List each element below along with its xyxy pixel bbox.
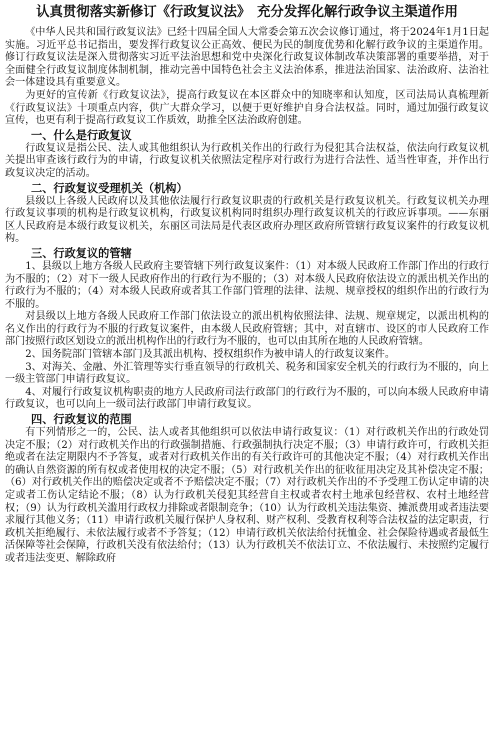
intro-paragraph-2: 为更好的宣传新《行政复议法》，提高行政复议在本区群众中的知晓率和认知度，区司法局认真梳理新《行政复议法》十项重点内容，供广大群众学习，以便于更好维护自身合法权益。同时，通过加强行政复议宣传，也更有利于提高行政复议工作质效，助推全区法治政府创建。 [5, 89, 489, 127]
intro-paragraph-1: 《中华人民共和国行政复议法》已经十四届全国人大常委会第五次会议修订通过，将于2024年1月1日起实施。习近平总书记指出，要发挥行政复议公正高效、便民为民的制度优势和化解行政争议的主渠道作用。修订行政复议法是深入贯彻落实习近平法治思想和党中央深化行政复议体制改革决策部署的重要举措，对于全面健全行政复议制度体制机制，推动完善中国特色社会主义法治体系，推进法治国家、法治政府、法治社会一体建设具有重要意义。 [5, 27, 489, 89]
section-3-paragraph-4: 3、对海关、金融、外汇管理等实行垂直领导的行政机关、税务和国家安全机关的行政行为不服的，向上一级主管部门申请行政复议。 [5, 361, 489, 386]
section-1-paragraph-1: 行政复议是指公民、法人或其他组织认为行政机关作出的行政行为侵犯其合法权益，依法向行政复议机关提出审查该行政行为的申请，行政复议机关依照法定程序对行政行为进行合法性、适当性审查，并作出行政复议决定的活动。 [5, 142, 489, 179]
section-3-paragraph-2: 对县级以上地方各级人民政府工作部门依法设立的派出机构依照法律、法规、规章规定，以派出机构的名义作出的行政行为不服的行政复议案件，由本级人民政府管辖；其中，对直辖市、设区的市人民政府工作部门按照行政区划设立的派出机构作出的行政行为不服的，也可以由其所在地的人民政府管辖。 [5, 311, 489, 348]
document-title: 认真贯彻落实新修订《行政复议法》 充分发挥化解行政争议主渠道作用 [36, 5, 458, 20]
section-heading-authority: 二、行政复议受理机关（机构） [31, 181, 188, 195]
section-heading-jurisdiction: 三、行政复议的管辖 [31, 246, 132, 260]
section-2-paragraph-1: 县级以上各级人民政府以及其他依法履行行政复议职责的行政机关是行政复议机关。行政复议机关办理行政复议事项的机构是行政复议机构，行政复议机构同时组织办理行政复议机关的行政应诉事项。——东丽区人民政府是本级行政复议机关，东丽区司法局是代表区政府办理区政府所管辖行政复议案件的行政复议机构。 [5, 195, 489, 245]
section-3-paragraph-3: 2、国务院部门管辖本部门及其派出机构、授权组织作为被申请人的行政复议案件。 [25, 349, 395, 361]
section-3-paragraph-5: 4、对履行行政复议机构职责的地方人民政府司法行政部门的行政行为不服的，可以向本级人民政府申请行政复议，也可以向上一级司法行政部门申请行政复议。 [5, 386, 489, 411]
section-heading-what-is: 一、什么是行政复议 [31, 128, 132, 142]
section-heading-scope: 四、行政复议的范围 [31, 413, 132, 427]
section-4-paragraph-1: 有下列情形之一的，公民、法人或者其他组织可以依法申请行政复议：（1）对行政机关作出的行政处罚决定不服；（2）对行政机关作出的行政强制措施、行政强制执行决定不服；（3）申请行政许可，行政机关拒绝或者在法定期限内不予答复，或者对行政机关作出的有关行政许可的其他决定不服；（4）对行政机关作出的确认自然资源的所有权或者使用权的决定不服；（5）对行政机关作出的征收征用决定及其补偿决定不服；（6）对行政机关作出的赔偿决定或者不予赔偿决定不服；（7）对行政机关作出的不予受理工伤认定申请的决定或者工伤认定结论不服；（8）认为行政机关侵犯其经营自主权或者农村土地承包经营权、农村土地经营权；（9）认为行政机关滥用行政权力排除或者限制竞争；（10）认为行政机关违法集资、摊派费用或者违法要求履行其他义务；（11）申请行政机关履行保护人身权利、财产权利、受教育权利等合法权益的法定职责，行政机关拒绝履行、未依法履行或者不予答复；（12）申请行政机关依法给付抚恤金、社会保险待遇或者最低生活保障等社会保障，行政机关没有依法给付；（13）认为行政机关不依法订立、不依法履行、未按照约定履行或者违法变更、解除政府 [5, 427, 489, 564]
section-3-paragraph-1: 1、县级以上地方各级人民政府主要管辖下列行政复议案件：（1）对本级人民政府工作部门作出的行政行为不服的；（2）对下一级人民政府作出的行政行为不服的；（3）对本级人民政府依法设立的派出机关作出的行政行为不服的；（4）对本级人民政府或者其工作部门管理的法律、法规、规章授权的组织作出的行政行为不服的。 [5, 260, 489, 310]
document-page [0, 4, 494, 756]
